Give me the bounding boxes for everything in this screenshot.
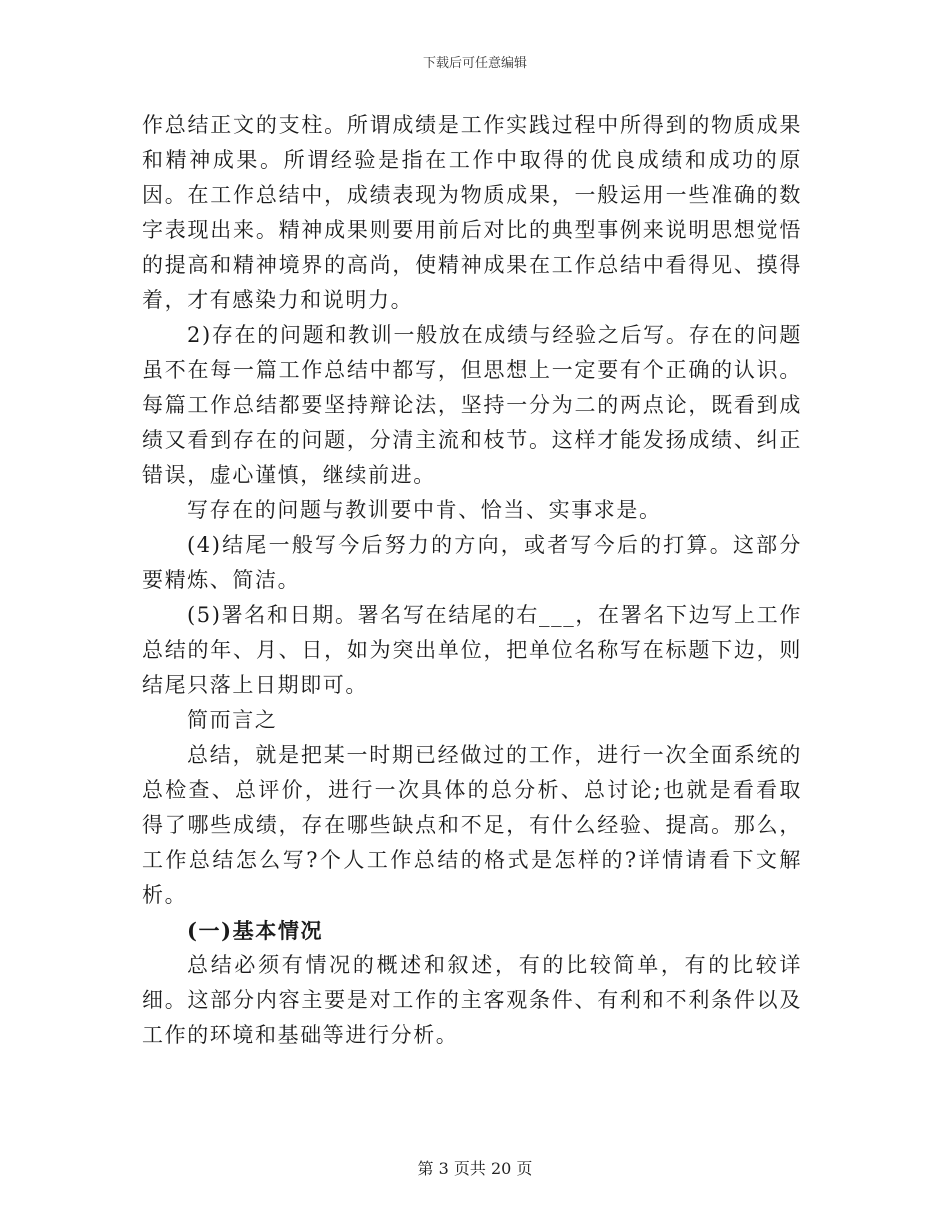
page-number: 第 3 页共 20 页 [417,1159,533,1178]
paragraph-2: 2)存在的问题和教训一般放在成绩与经验之后写。存在的问题虽不在每一篇工作总结中都写，但思想上一定要有个正确的认识。每篇工作总结都要坚持辩论法，坚持一分为二的两点论，既看到成绩又看到存在的问题，分清主流和枝节。这样才能发扬成绩、纠正错误，虚心谨慎，继续前进。 [142,323,802,487]
document-body [142,108,802,1053]
paragraph-8: 总结必须有情况的概述和叙述，有的比较简单，有的比较详细。这部分内容主要是对工作的主客观条件、有利和不利条件以及工作的环境和基础等进行分析。 [142,953,802,1047]
paragraph-7: 总结，就是把某一时期已经做过的工作，进行一次全面系统的总检查、总评价，进行一次具体的总分析、总讨论;也就是看看取得了哪些成绩，存在哪些缺点和不足，有什么经验、提高。那么，工作总结怎么写?个人工作总结的格式是怎样的?详情请看下文解析。 [142,743,802,907]
page-header: 下载后可任意编辑 [422,56,527,71]
paragraph-5: (5)署名和日期。署名写在结尾的右___，在署名下边写上工作总结的年、月、日，如为突出单位，把单位名称写在标题下边，则结尾只落上日期即可。 [142,603,802,697]
paragraph-4: (4)结尾一般写今后努力的方向，或者写今后的打算。这部分要精炼、简洁。 [142,533,802,592]
paragraph-1: 作总结正文的支柱。所谓成绩是工作实践过程中所得到的物质成果和精神成果。所谓经验是指在工作中取得的优良成绩和成功的原因。在工作总结中，成绩表现为物质成果，一般运用一些准确的数字表现出来。精神成果则要用前后对比的典型事例来说明思想觉悟的提高和精神境界的高尚，使精神成果在工作总结中看得见、摸得着，才有感染力和说明力。 [142,113,802,312]
section-heading: (一)基本情况 [187,918,324,943]
paragraph-3: 写存在的问题与教训要中肯、恰当、实事求是。 [187,498,662,522]
paragraph-6: 简而言之 [187,708,278,732]
